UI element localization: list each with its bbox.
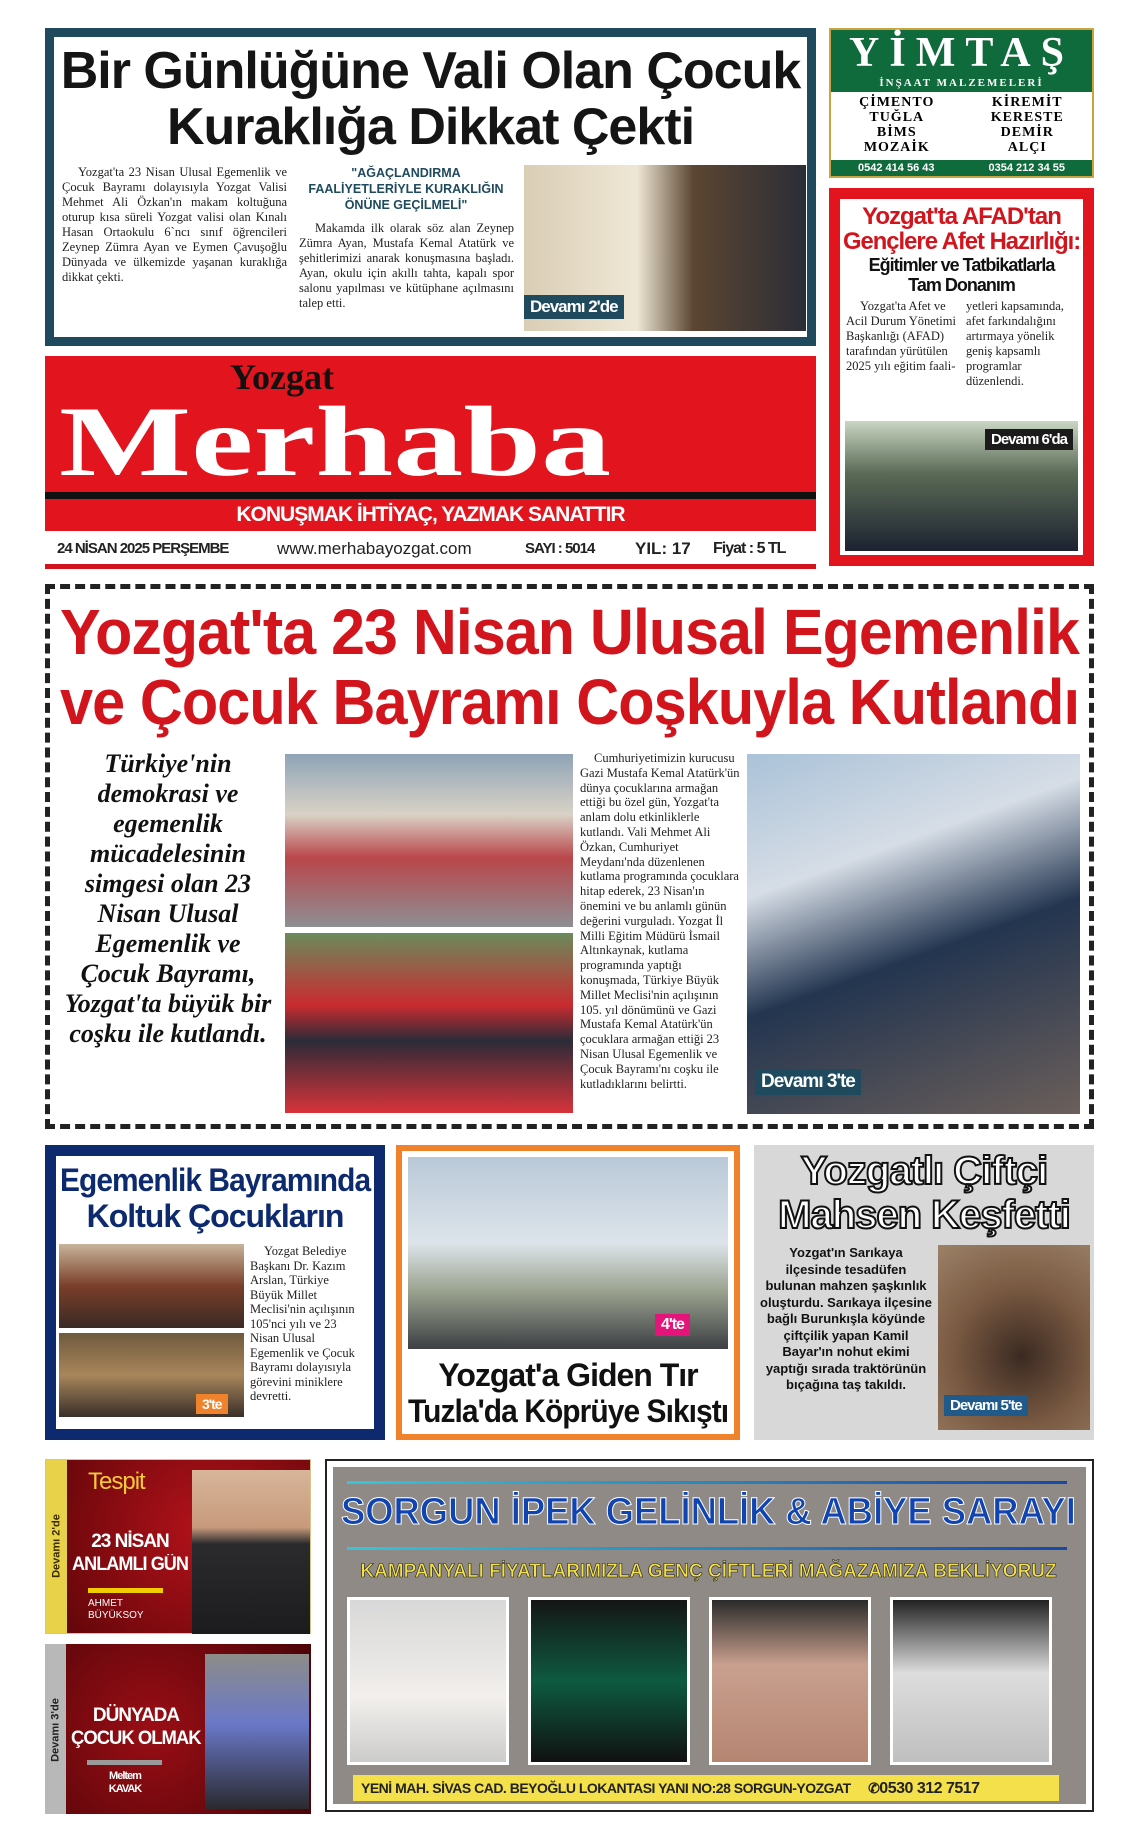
top-story[interactable] — [45, 28, 816, 346]
wedding-ad[interactable] — [325, 1459, 1094, 1812]
yimtas-brand: YİMTAŞ — [849, 30, 1074, 76]
main-photo-1 — [285, 754, 573, 927]
tir-story[interactable] — [396, 1145, 740, 1440]
author-photo — [205, 1654, 309, 1809]
dress-photo-4 — [890, 1597, 1052, 1765]
continued-label[interactable]: 4'te — [655, 1314, 690, 1336]
phone-2: 0354 212 34 55 — [988, 162, 1065, 174]
main-story[interactable] — [45, 584, 1094, 1129]
date-bar: 24 NİSAN 2025 PERŞEMBE www.merhabayozgat.com SAYI : 5014 YIL: 17 Fiyat : 5 TL — [45, 534, 816, 569]
phone-1: 0542 414 56 43 — [858, 162, 935, 174]
dress-photo-1 — [347, 1597, 509, 1765]
masthead-logo: Merhaba — [59, 386, 612, 497]
dress-photo-2 — [528, 1597, 690, 1765]
continued-label[interactable]: Devamı 2'de — [524, 295, 624, 319]
masthead — [45, 356, 816, 499]
author-photo — [192, 1470, 310, 1634]
yimtas-ad[interactable]: YİMTAŞ İNŞAAT MALZEMELERİ ÇİMENTO TUĞLA BİMS MOZAİK KİREMİT KERESTE DEMİR ALÇI 0542 414 56 43 0354 212 34 55 — [829, 28, 1094, 178]
top-story-col1: Yozgat'ta 23 Nisan Ulusal Egemenlik ve Çocuk Bayramı dolayısıyla Yozgat Valisi Mehmet Ali Özkan'ın makam koltuğuna oturup kısa süreli Yozgat valisi olan Kınalı Hasan Ortaokulu 6`ncı sınıf öğrencileri Zeynep Zümra Ayan ve Eymen Çavuşoğlu Dünyada ve ülkemizde yaşanan kuraklığa dikkat çekti. — [62, 165, 287, 284]
main-headline: Yozgat'ta 23 Nisan Ulusal Egemenlik ve Çocuk Bayramı Coşkuyla Kutlandı — [60, 596, 1080, 738]
mahsen-story[interactable]: Yozgatlı Çiftçi Mahsen Keşfetti Yozgat'ın Sarıkaya ilçesinde tesadüfen bulunan mahzen şaşkınlık oluşturdu. Sarıkaya ilçesine bağlı Burunkışla köyünde çiftçilik yapan Kamil Bayar'ın nohut ekimi yaptığı sırada traktörünün bıçağına taş takıldı. Devamı 5'te — [754, 1145, 1094, 1440]
afad-subhead: Eğitimler ve Tatbikatlarla Tam Donanım — [868, 255, 1055, 295]
mahsen-headline: Yozgatlı Çiftçi Mahsen Keşfetti — [778, 1149, 1070, 1237]
dress-photo-3 — [709, 1597, 871, 1765]
afad-story[interactable]: Yozgat'ta AFAD'tan Gençlere Afet Hazırlığı: Eğitimler ve Tatbikatlarla Tam Donanım Yozgat'ta Afet ve Acil Durum Yönetimi Başkanlığı (AFAD) tarafından yürütülen 2025 yılı eğitim faali- yetleri kapsamında, afet farkındalığını artırmaya yönelik geniş kapsamlı programlar düzenlendi. Devamı 6'da — [829, 188, 1094, 566]
main-body: Cumhuriyetimizin kurucusu Gazi Mustafa Kemal Atatürk'ün dünya çocuklarına armağan ettiği bu özel gün, Yozgat'ta anlam dolu etkinliklerle kutlandı. Vali Mehmet Ali Özkan, Cumhuriyet Meydanı'nda düzenlenen kutlama programında çocuklara hitap ederek, 23 Nisan'ın önemini ve bu anlamlı günün değerini vurguladı. Yozgat İl Milli Eğitim Müdürü İsmail Altınkaynak, kutlama programında yaptığı konuşmada, Türkiye Büyük Millet Meclisi'nin açılışının 105. yıl dönümünü ve Gazi Mustafa Kemal Atatürk'ün çocuklara armağan ettiği 23 Nisan Ulusal Egemenlik ve Çocuk Bayramı'nı coşku ile kutladıklarını belirtti. — [580, 751, 740, 1091]
continued-label[interactable]: 3'te — [196, 1394, 228, 1414]
ad-title: SORGUN İPEK GELİNLİK & ABİYE SARAYI — [341, 1491, 1076, 1533]
website-link[interactable]: www.merhabayozgat.com — [277, 539, 472, 558]
koltuk-story[interactable]: Egemenlik Bayramında Koltuk Çocukların 3'te Yozgat Belediye Başkanı Dr. Kazım Arslan, Türkiye Büyük Millet Meclisi'nin açılışının 105'nci yılı ve 23 Nisan Ulusal Egemenlik ve Çocuk Bayramı dolayısıyla görevini miniklere devretti. — [45, 1145, 385, 1440]
continued-label[interactable]: Devamı 6'da — [985, 429, 1073, 450]
yimtas-sub: İNŞAAT MALZEMELERİ — [879, 77, 1044, 89]
top-story-subhead: "AĞAÇLANDIRMA FAALİYETLERİYLE KURAKLIĞIN ÖNÜNE GEÇİLMELİ" — [308, 166, 504, 212]
column-tespit[interactable]: Devamı 2'de Tespit 23 NİSAN ANLAMLI GÜN AHMET BÜYÜKSOY — [45, 1459, 311, 1634]
top-story-headline: Bir Günlüğüne Vali Olan Çocuk Kuraklığa Dikkat Çekti — [60, 42, 801, 156]
top-story-col2: Makamda ilk olarak söz alan Zeynep Zümra Ayan, Mustafa Kemal Atatürk ve şehitlerimizi anarak konuşmasına başladı. Ayan, okulu için akıllı tahta, kapalı spor salonu yapılması ve kütüphane açılmasını talep etti. — [299, 221, 514, 310]
ad-tagline: KAMPANYALI FİYATLARIMIZLA GENÇ ÇİFTLERİ MAĞAZAMIZA BEKLİYORUZ — [360, 1561, 1057, 1582]
koltuk-photo-1 — [59, 1244, 244, 1328]
phone-icon: ✆ — [868, 1780, 880, 1796]
column-dunyada[interactable]: Devamı 3'de DÜNYADA ÇOCUK OLMAK Meltem KAVAK — [45, 1644, 311, 1814]
tir-headline: Yozgat'a Giden Tır Tuzla'da Köprüye Sıkıştı — [408, 1357, 729, 1429]
continued-label[interactable]: Devamı 3'te — [755, 1069, 861, 1095]
slogan: KONUŞMAK İHTİYAÇ, YAZMAK SANATTIR — [45, 499, 816, 531]
continued-label[interactable]: Devamı 5'te — [944, 1395, 1028, 1416]
column-title: DÜNYADA ÇOCUK OLMAK — [71, 1705, 201, 1749]
ad-phone[interactable]: 0530 312 7517 — [879, 1780, 980, 1797]
masthead-city: Yozgat — [230, 357, 334, 397]
koltuk-headline: Egemenlik Bayramında Koltuk Çocukların — [60, 1162, 371, 1234]
continued-strip[interactable]: Devamı 3'de — [45, 1644, 66, 1814]
main-photo-2 — [285, 933, 573, 1113]
continued-strip[interactable]: Devamı 2'de — [46, 1460, 67, 1633]
afad-headline: Yozgat'ta AFAD'tan Gençlere Afet Hazırlığı: — [843, 203, 1081, 255]
column-title: 23 NİSAN ANLAMLI GÜN — [72, 1531, 188, 1575]
main-lead: Türkiye'nin demokrasi ve egemenlik mücadelesinin simgesi olan 23 Nisan Ulusal Egemenlik ve Çocuk Bayramı, Yozgat'ta büyük bir coşku ile kutlandı. — [64, 749, 272, 1048]
ad-footer: YENİ MAH. SİVAS CAD. BEYOĞLU LOKANTASI YANI NO:28 SORGUN-YOZGAT ✆0530 312 7517 — [353, 1775, 1059, 1801]
main-photo-3 — [747, 754, 1080, 1114]
